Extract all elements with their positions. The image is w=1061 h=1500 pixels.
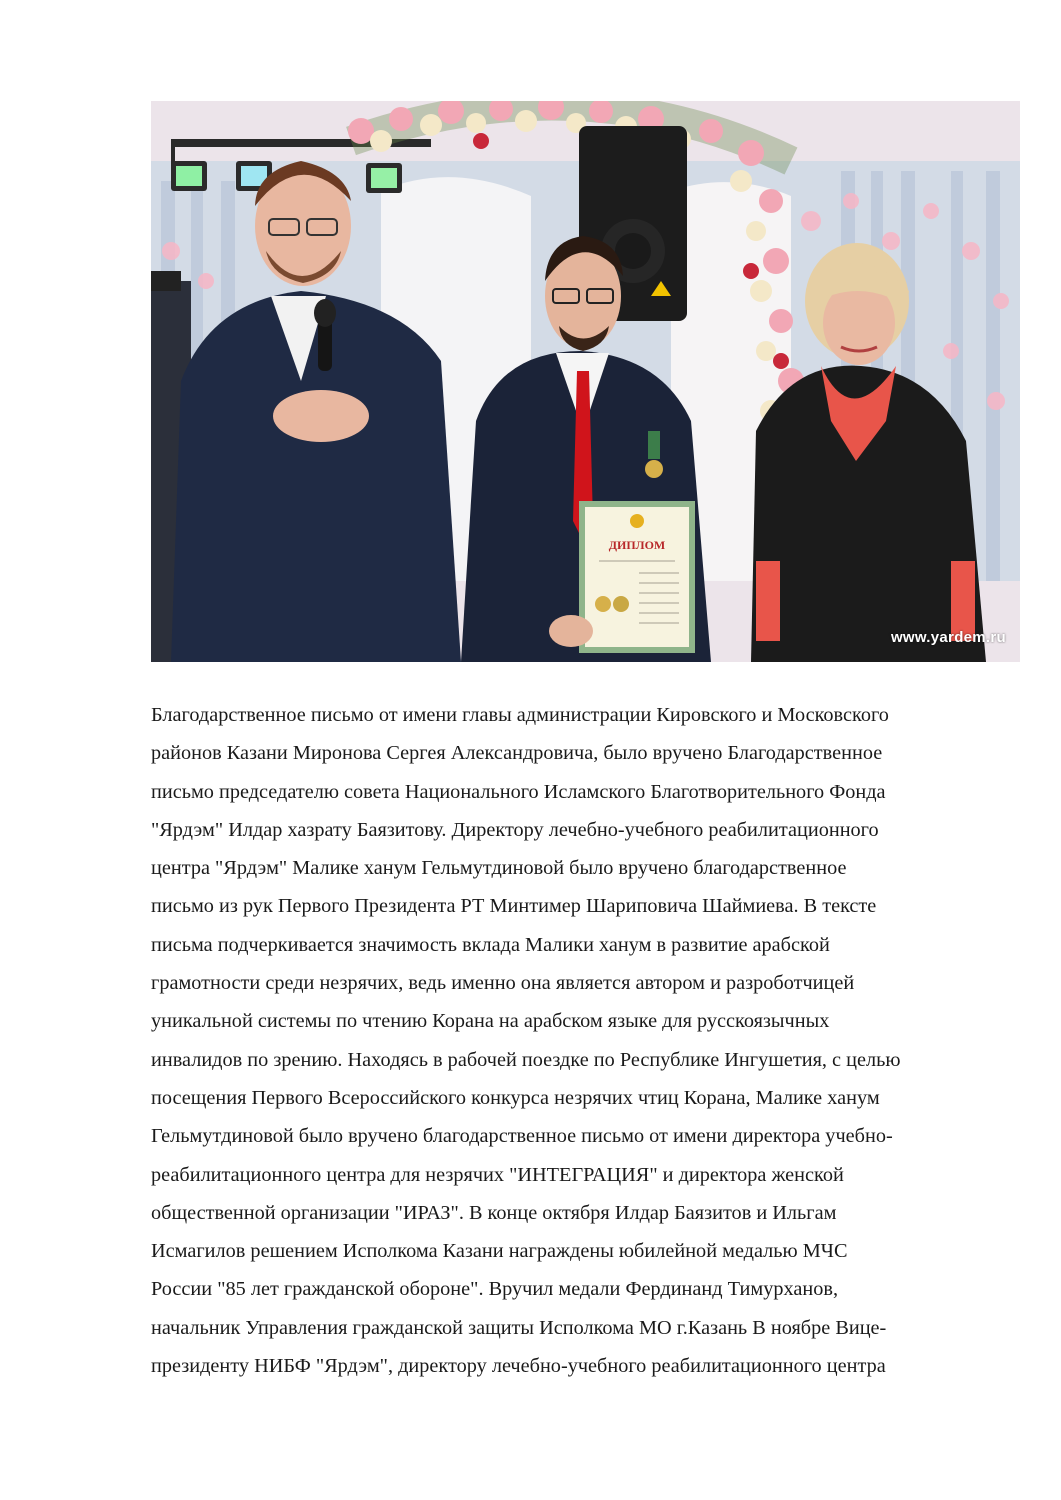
text-line: грамотности среди незрячих, ведь именно она является автором и разроботчицей xyxy=(151,972,855,995)
text-line: реабилитационного центра для незрячих "ИНТЕГРАЦИЯ" и директора женской xyxy=(151,1163,844,1186)
text-line: "Ярдэм" Илдар хазрату Баязитову. Директору лечебно-учебного реабилитационного xyxy=(151,818,879,841)
text-line: письмо из рук Первого Президента РТ Минтимер Шариповича Шаймиева. В тексте xyxy=(151,895,877,918)
text-line: уникальной системы по чтению Корана на арабском языке для русскоязычных xyxy=(151,1010,830,1033)
award-ceremony-photo xyxy=(151,101,1020,662)
text-line: Гельмутдиновой было вручено благодарственное письмо от имени директора учебно- xyxy=(151,1125,893,1148)
text-line: центра "Ярдэм" Малике ханум Гельмутдиновой было вручено благодарственное xyxy=(151,857,847,880)
article-text xyxy=(151,696,1001,1385)
text-line: районов Казани Миронова Сергея Александровича, было вручено Благодарственное xyxy=(151,742,883,765)
photo-watermark: www.yardem.ru xyxy=(890,629,1006,646)
text-line: Благодарственное письмо от имени главы администрации Кировского и Московского xyxy=(151,704,889,726)
text-line: письма подчеркивается значимость вклада Малики ханум в развитие арабской xyxy=(151,933,830,956)
text-line: письмо председателю совета Национального Исламского Благотворительного Фонда xyxy=(151,780,886,803)
text-line: посещения Первого Всероссийского конкурса незрячих чтиц Корана, Малике ханум xyxy=(151,1086,880,1109)
text-line: инвалидов по зрению. Находясь в рабочей поездке по Республике Ингушетия, с целью xyxy=(151,1048,901,1071)
text-line: России "85 лет гражданской обороне". Вручил медали Фердинанд Тимурханов, xyxy=(151,1278,839,1301)
text-line: Исмагилов решением Исполкома Казани награждены юбилейной медалью МЧС xyxy=(151,1240,848,1263)
photo-illustration xyxy=(151,101,1020,662)
text-line: президенту НИБФ "Ярдэм", директору лечебно-учебного реабилитационного центра xyxy=(151,1355,886,1378)
text-line: начальник Управления гражданской защиты Исполкома МО г.Казань В ноябре Вице- xyxy=(151,1316,887,1339)
text-line: общественной организации "ИРАЗ". В конце октября Илдар Баязитов и Ильгам xyxy=(151,1201,837,1224)
diploma-title: ДИПЛОМ xyxy=(608,538,666,552)
